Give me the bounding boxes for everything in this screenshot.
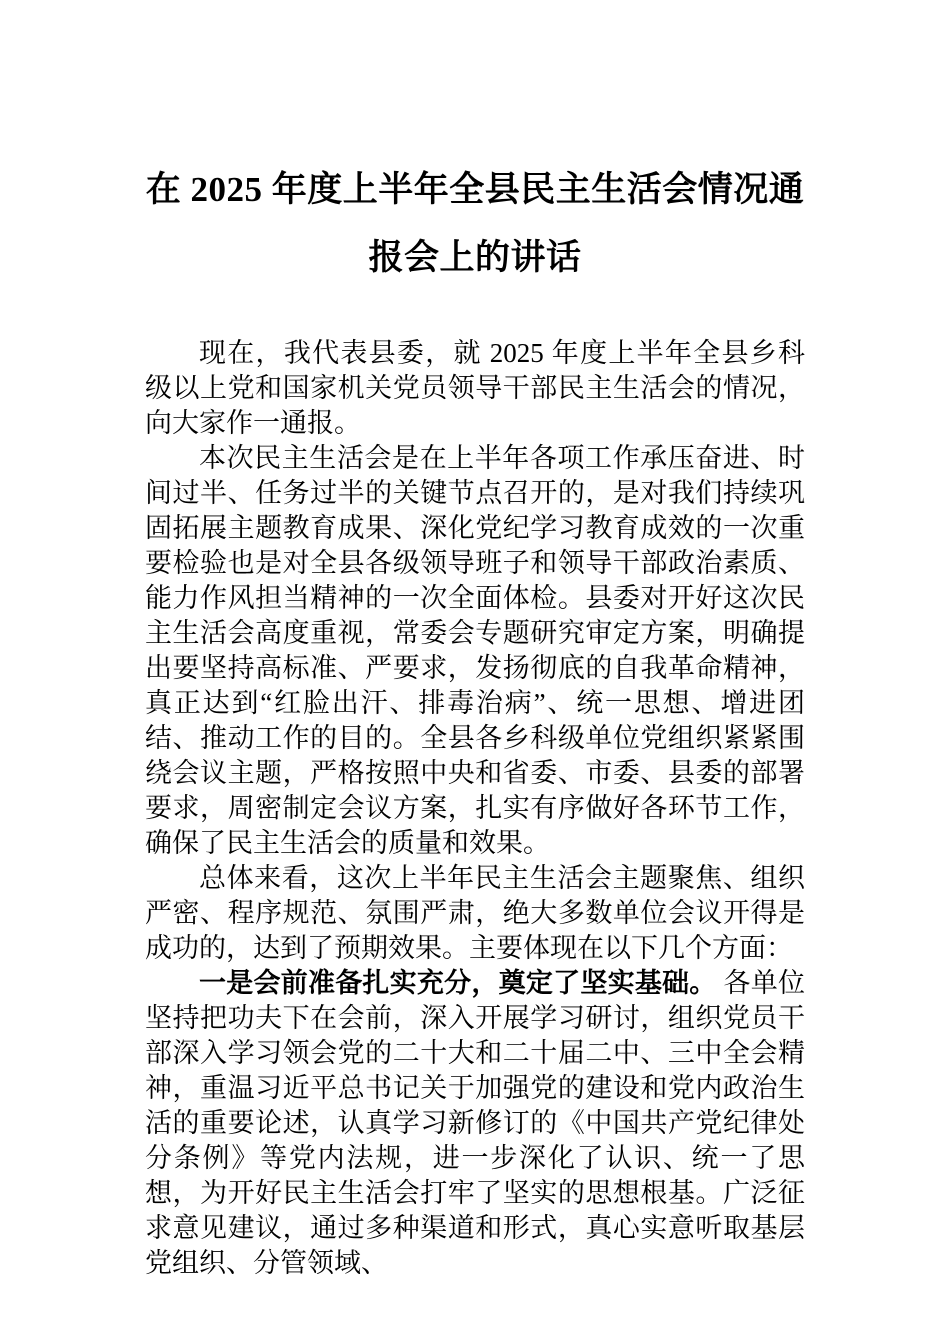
paragraph-4-lead: 一是会前准备扎实充分，奠定了坚实基础。 xyxy=(199,968,717,998)
document-title: 在 2025 年度上半年全县民主生活会情况通报会上的讲话 xyxy=(145,170,805,277)
paragraph-2: 本次民主生活会是在上半年各项工作承压奋进、时间过半、任务过半的关键节点召开的，是对我们持续巩固拓展主题教育成果、深化党纪学习教育成效的一次重要检验也是对全县各级领导班子和领导干部政治素质、能力作风担当精神的一次全面体检。县委对开好这次民主生活会高度重视，常委会专题研究审定方案，明确提出要坚持高标准、严要求，发扬彻底的自我革命精神，真正达到“红脸出汗、排毒治病”、统一思想、增进团结、推动工作的目的。全县各乡科级单位党组织紧紧围绕会议主题，严格按照中央和省委、市委、县委的部署要求，周密制定会议方案，扎实有序做好各环节工作，确保了民主生活会的质量和效果。 xyxy=(145,443,805,858)
paragraph-4-text: 各单位坚持把功夫下在会前，深入开展学习研讨，组织党员干部深入学习领会党的二十大和二十届二中、三中全会精神，重温习近平总书记关于加强党的建设和党内政治生活的重要论述，认真学习新修订的《中国共产党纪律处分条例》等党内法规，进一步深化了认识、统一了思想，为开好民主生活会打牢了坚实的思想根基。广泛征求意见建议，通过多种渠道和形式，真心实意听取基层党组织、分管领域、 xyxy=(145,968,806,1278)
paragraph-3: 总体来看，这次上半年民主生活会主题聚焦、组织严密、程序规范、氛围严肃，绝大多数单位会议开得是成功的，达到了预期效果。主要体现在以下几个方面： xyxy=(145,863,805,963)
paragraph-1: 现在，我代表县委，就 2025 年度上半年全县乡科级以上党和国家机关党员领导干部民主生活会的情况，向大家作一通报。 xyxy=(145,338,805,438)
document-body xyxy=(145,336,805,1281)
paragraph-4 xyxy=(145,966,805,1281)
